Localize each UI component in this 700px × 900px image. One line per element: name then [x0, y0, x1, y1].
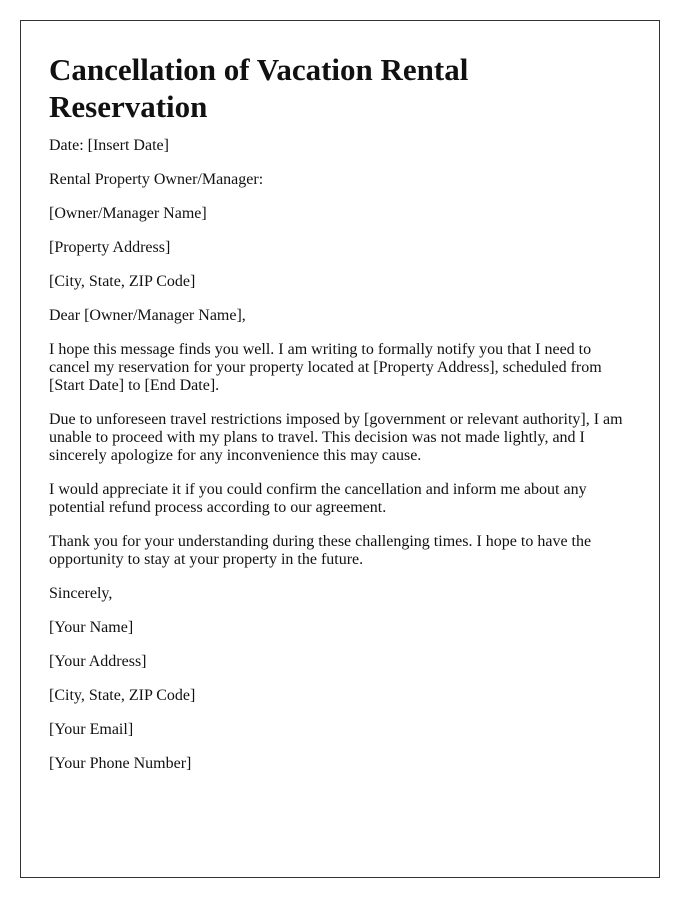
date-line: Date: [Insert Date]	[49, 137, 169, 154]
sender-email: [Your Email]	[49, 721, 134, 738]
recipient-city: [City, State, ZIP Code]	[49, 273, 196, 290]
sender-city: [City, State, ZIP Code]	[49, 687, 196, 704]
body-paragraph-3: I would appreciate it if you could confirm the cancellation and inform me about any potential refund process according to our agreement.	[49, 481, 587, 516]
sender-name: [Your Name]	[49, 619, 134, 636]
body-paragraph-1: I hope this message finds you well. I am writing to formally notify you that I need to cancel my reservation for your property located at [Property Address], scheduled from [Start Date] to [End Date].	[49, 341, 602, 394]
body-paragraph-4: Thank you for your understanding during these challenging times. I hope to have the opportunity to stay at your property in the future.	[49, 533, 592, 568]
recipient-name: [Owner/Manager Name]	[49, 205, 207, 222]
salutation: Dear [Owner/Manager Name],	[49, 307, 246, 324]
recipient-heading: Rental Property Owner/Manager:	[49, 171, 264, 188]
letter-page	[20, 20, 660, 878]
letter-title: Cancellation of Vacation Rental Reservation	[49, 52, 469, 124]
recipient-address: [Property Address]	[49, 239, 171, 256]
sender-address: [Your Address]	[49, 653, 147, 670]
sender-phone: [Your Phone Number]	[49, 755, 192, 772]
body-paragraph-2: Due to unforeseen travel restrictions imposed by [government or relevant authority], I am unable to proceed with my plans to travel. This decision was not made lightly, and I sincerely apologize for any inconvenience this may cause.	[49, 411, 623, 464]
closing: Sincerely,	[49, 585, 113, 602]
